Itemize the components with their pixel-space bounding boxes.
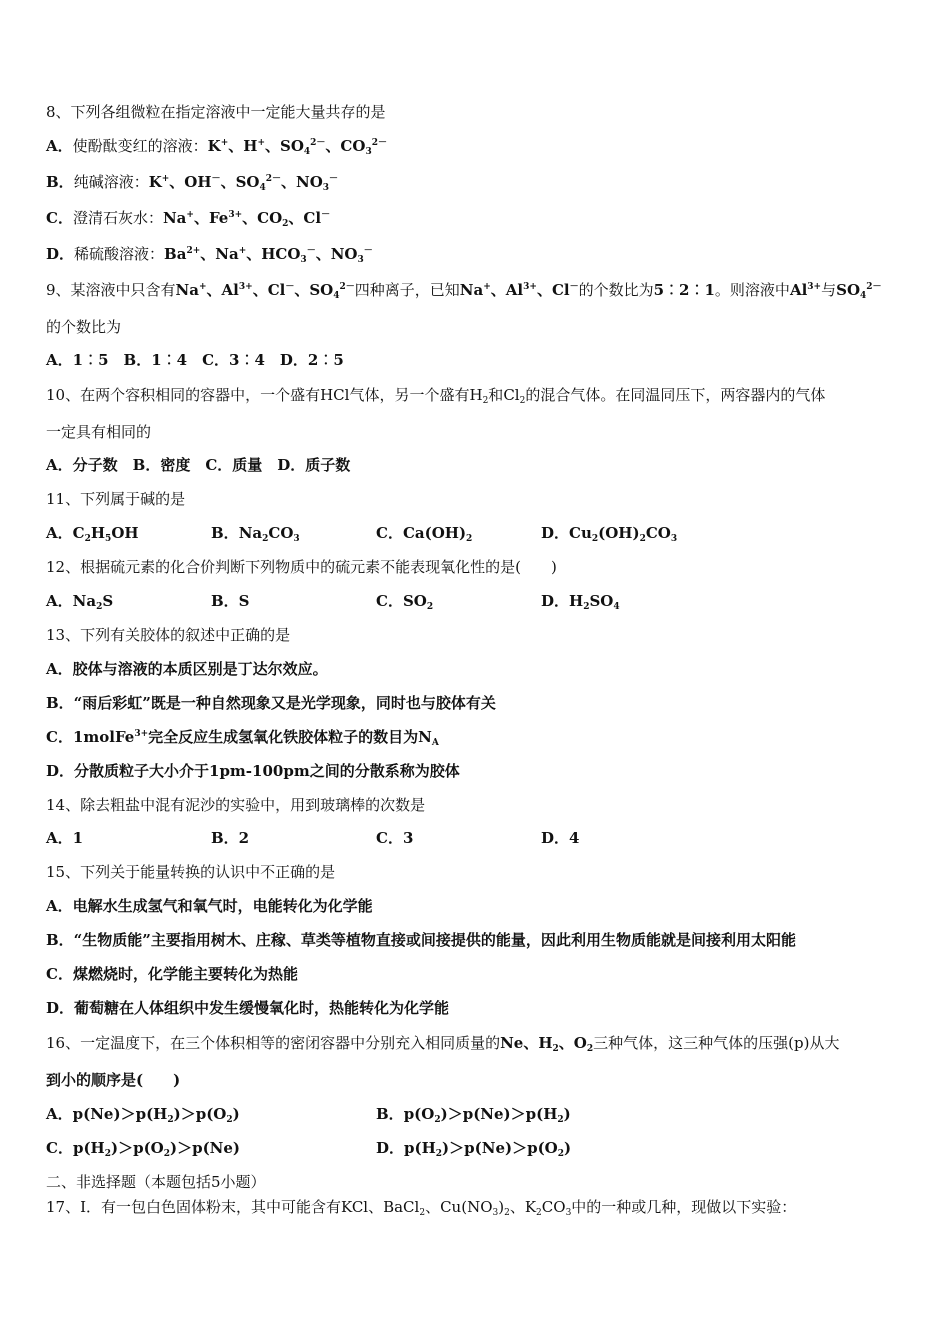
q13-option-c: C．1molFe$^{3+}$完全反应生成氢氧化铁胶体粒子的数目为$N_A$ — [46, 728, 439, 748]
q16-option-c: C．$p(H_2)>p(O_2)>p(Ne)$ — [46, 1139, 241, 1159]
q11-option-b: B．$Na_2CO_3$ — [211, 524, 300, 544]
q12-option-d: D．$H_2SO_4$ — [541, 592, 620, 612]
q12-option-c: C．$SO_2$ — [376, 592, 434, 612]
q16-stem-line2: 到小的顺序是( ) — [46, 1071, 181, 1089]
q16-option-d: D．$p(H_2)>p(Ne)>p(O_2)$ — [376, 1139, 572, 1159]
q10-options: A．分子数 B．密度 C．质量 D．质子数 — [46, 456, 351, 474]
q14-stem: 14、除去粗盐中混有泥沙的实验中，用到玻璃棒的次数是 — [46, 796, 426, 814]
q13-option-d: D．分散质粒子大小介于1pm-100pm之间的分散系称为胶体 — [46, 762, 460, 780]
q15-option-b: B．“生物质能”主要指用树木、庄稼、草类等植物直接或间接提供的能量，因此利用生物质能就是间接利用太阳能 — [46, 931, 796, 949]
q10-stem: 10、在两个容积相同的容器中，一个盛有HCl气体，另一个盛有$H_2$和$Cl_2$的混合气体。在同温同压下，两容器内的气体 — [46, 386, 826, 406]
q15-stem: 15、下列关于能量转换的认识中不正确的是 — [46, 863, 336, 881]
q16-option-b: B．$p(O_2)>p(Ne)>p(H_2)$ — [376, 1105, 571, 1125]
q9-options: A．1︰5 B．1︰4 C．3︰4 D．2︰5 — [46, 351, 344, 369]
q11-option-c: C．$Ca(OH)_2$ — [376, 524, 473, 544]
q8-option-b: B．纯碱溶液：K+、OH－、$SO_4^{2-}$、$NO_3^-$ — [46, 173, 339, 193]
section-heading: 二、非选择题（本题包括5小题） — [46, 1173, 266, 1191]
q13-option-a: A．胶体与溶液的本质区别是丁达尔效应。 — [46, 660, 328, 678]
q14-option-c: C．3 — [376, 829, 414, 847]
q13-option-b: B．“雨后彩虹”既是一种自然现象又是光学现象，同时也与胶体有关 — [46, 694, 496, 712]
q8-stem: 8、下列各组微粒在指定溶液中一定能大量共存的是 — [46, 103, 386, 121]
q15-option-a: A．电解水生成氢气和氧气时，电能转化为化学能 — [46, 897, 373, 915]
q14-option-a: A．1 — [46, 829, 84, 847]
q11-option-a: A．$C_2H_5OH$ — [46, 524, 139, 544]
q8-option-c: C．澄清石灰水：Na+、$Fe^{3+}$、$CO_2$、Cl－ — [46, 209, 331, 229]
q14-option-d: D．4 — [541, 829, 580, 847]
q8-option-a: A．使酚酞变红的溶液：K+、H+、$SO_4^{2-}$、$CO_3^{2-}$ — [46, 137, 387, 157]
q10-stem-line2: 一定具有相同的 — [46, 423, 152, 441]
q9-stem: 9、某溶液中只含有Na+、$Al^{3+}$、Cl－、$SO_4^{2-}$四种离子，已知Na+、$Al^{3+}$、Cl－的个数比为5︰2︰1。则溶液中$Al^{3+}$与$SO_4^{2-}$ — [46, 281, 882, 301]
q9-stem-line2: 的个数比为 — [46, 318, 122, 336]
q15-option-c: C．煤燃烧时，化学能主要转化为热能 — [46, 965, 298, 983]
q13-stem: 13、下列有关胶体的叙述中正确的是 — [46, 626, 291, 644]
q11-option-d: D．$Cu_2(OH)_2CO_3$ — [541, 524, 678, 544]
q8-option-d: D．稀硫酸溶液：$Ba^{2+}$、Na+、$HCO_3^-$、$NO_3^-$ — [46, 245, 373, 265]
q15-option-d: D．葡萄糖在人体组织中发生缓慢氧化时，热能转化为化学能 — [46, 999, 450, 1017]
q17-stem: 17、Ⅰ．有一包白色固体粉末，其中可能含有KCl、BaCl$_2$、$Cu(NO_3)_2$、$K_2CO_3$中的一种或几种，现做以下实验： — [46, 1198, 797, 1218]
q12-option-b: B．S — [211, 592, 250, 610]
q12-option-a: A．$Na_2S$ — [46, 592, 114, 612]
q12-stem: 12、根据硫元素的化合价判断下列物质中的硫元素不能表现氧化性的是( ) — [46, 558, 557, 576]
q16-option-a: A．$p(Ne)>p(H_2)>p(O_2)$ — [46, 1105, 240, 1125]
q16-stem: 16、一定温度下，在三个体积相等的密闭容器中分别充入相同质量的Ne、$H_2$、$O_2$三种气体，这三种气体的压强(p)从大 — [46, 1034, 840, 1054]
q11-stem: 11、下列属于碱的是 — [46, 490, 186, 508]
q14-option-b: B．2 — [211, 829, 250, 847]
